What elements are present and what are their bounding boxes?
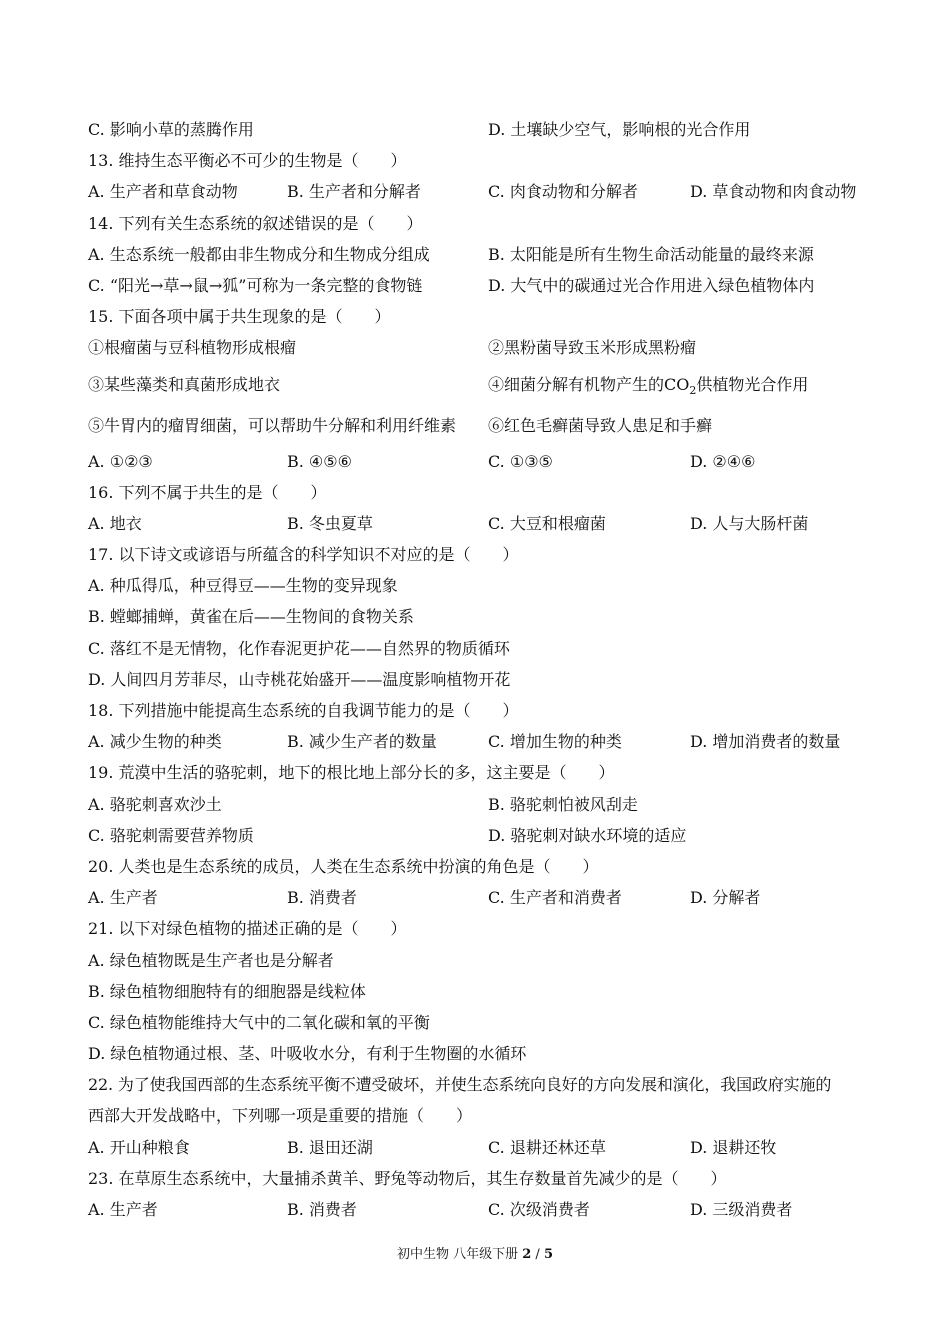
q20-option-a: A. 生产者 bbox=[88, 888, 158, 908]
q14-option-c: C. “阳光→草→鼠→狐”可称为一条完整的食物链 bbox=[88, 275, 423, 295]
q15-item-1: ①根瘤菌与豆科植物形成根瘤 bbox=[88, 338, 297, 358]
q14-options-cd bbox=[88, 270, 868, 301]
q22-option-d: D. 退耕还牧 bbox=[690, 1137, 777, 1157]
q21-option-c: C. 绿色植物能维持大气中的二氧化碳和氧的平衡 bbox=[88, 1012, 430, 1032]
q22-stem-line1: 22. 为了使我国西部的生态系统平衡不遭受破坏，并使生态系统向良好的方向发展和演化，我国政府实施的 bbox=[88, 1075, 832, 1095]
q20-option-b: B. 消费者 bbox=[287, 888, 357, 908]
q22-option-c: C. 退耕还林还草 bbox=[488, 1137, 606, 1157]
q16-option-b: B. 冬虫夏草 bbox=[287, 513, 373, 533]
q12-option-d: D. 土壤缺少空气，影响根的光合作用 bbox=[488, 120, 751, 139]
q21-option-a: A. 绿色植物既是生产者也是分解者 bbox=[88, 950, 334, 970]
q14-options-ab bbox=[88, 239, 868, 270]
q15-option-d: D. ②④⑥ bbox=[690, 451, 756, 471]
q15-stem: 15. 下面各项中属于共生现象的是（ ） bbox=[88, 307, 391, 327]
q22-options bbox=[88, 1132, 868, 1163]
q14-option-a: A. 生态系统一般都由非生物成分和生物成分组成 bbox=[88, 244, 430, 264]
q23-options bbox=[88, 1194, 868, 1225]
q21-stem: 21. 以下对绿色植物的描述正确的是（ ） bbox=[88, 919, 407, 939]
q19-options-ab bbox=[88, 789, 868, 820]
q18-option-c: C. 增加生物的种类 bbox=[488, 732, 622, 752]
q22-option-a: A. 开山种粮食 bbox=[88, 1137, 190, 1157]
q17-option-b: B. 螳螂捕蝉，黄雀在后——生物间的食物关系 bbox=[88, 607, 414, 627]
q19-option-a: A. 骆驼刺喜欢沙土 bbox=[88, 794, 222, 814]
q20-options bbox=[88, 882, 868, 913]
q19-options-cd bbox=[88, 820, 868, 851]
q20-option-d: D. 分解者 bbox=[690, 888, 761, 908]
footer-page-number: 2 bbox=[522, 1247, 532, 1262]
q23-option-c: C. 次级消费者 bbox=[488, 1200, 590, 1219]
q23-stem: 23. 在草原生态系统中，大量捕杀黄羊、野兔等动物后，其生存数量首先减少的是（ ） bbox=[88, 1168, 727, 1188]
q15-options bbox=[88, 446, 868, 477]
q17-stem: 17. 以下诗文或谚语与所蕴含的科学知识不对应的是（ ） bbox=[88, 545, 519, 565]
q19-option-d: D. 骆驼刺对缺水环境的适应 bbox=[488, 825, 687, 845]
q15-item-4: ④细菌分解有机物产生的$CO_2$供植物光合作用 bbox=[488, 374, 809, 397]
q15-items-12 bbox=[88, 332, 868, 363]
q21-option-d: D. 绿色植物通过根、茎、叶吸收水分，有利于生物圈的水循环 bbox=[88, 1044, 527, 1064]
q12-option-c: C. 影响小草的蒸腾作用 bbox=[88, 120, 254, 139]
q14-option-d: D. 大气中的碳通过光合作用进入绿色植物体内 bbox=[488, 275, 815, 295]
q19-stem: 19. 荒漠中生活的骆驼刺，地下的根比地上部分长的多，这主要是（ ） bbox=[88, 763, 615, 783]
q13-option-d: D. 草食动物和肉食动物 bbox=[690, 182, 857, 202]
q16-option-a: A. 地衣 bbox=[88, 513, 142, 533]
q15-option-b: B. ④⑤⑥ bbox=[287, 451, 352, 471]
q22-option-b: B. 退田还湖 bbox=[287, 1137, 373, 1157]
q18-options bbox=[88, 726, 868, 757]
q13-option-c: C. 肉食动物和分解者 bbox=[488, 182, 638, 202]
q20-stem: 20. 人类也是生态系统的成员，人类在生态系统中扮演的角色是（ ） bbox=[88, 856, 599, 876]
exam-page bbox=[88, 114, 868, 1225]
q14-stem: 14. 下列有关生态系统的叙述错误的是（ ） bbox=[88, 213, 423, 233]
q17-option-d: D. 人间四月芳菲尽，山寺桃花始盛开——温度影响植物开花 bbox=[88, 669, 511, 689]
q18-option-b: B. 减少生产者的数量 bbox=[287, 732, 437, 752]
q15-item-2: ②黑粉菌导致玉米形成黑粉瘤 bbox=[488, 338, 697, 358]
q13-stem: 13. 维持生态平衡必不可少的生物是（ ） bbox=[88, 151, 407, 171]
q17-option-c: C. 落红不是无情物，化作春泥更护花——自然界的物质循环 bbox=[88, 638, 510, 658]
q17-option-a: A. 种瓜得瓜，种豆得豆——生物的变异现象 bbox=[88, 576, 398, 596]
q20-option-c: C. 生产者和消费者 bbox=[488, 888, 622, 908]
q13-options bbox=[88, 176, 868, 207]
q15-item-3: ③某些藻类和真菌形成地衣 bbox=[88, 374, 281, 394]
page-footer bbox=[0, 1243, 950, 1262]
q15-item-6: ⑥红色毛癣菌导致人患足和手癣 bbox=[488, 415, 713, 435]
q14-option-b: B. 太阳能是所有生物生命活动能量的最终来源 bbox=[488, 244, 814, 264]
q18-stem: 18. 下列措施中能提高生态系统的自我调节能力的是（ ） bbox=[88, 701, 519, 720]
q13-option-a: A. 生产者和草食动物 bbox=[88, 182, 238, 202]
q22-stem-line2: 西部大开发战略中，下列哪一项是重要的措施（ ） bbox=[88, 1106, 473, 1126]
q23-option-a: A. 生产者 bbox=[88, 1200, 158, 1219]
footer-title: 初中生物 八年级下册 bbox=[396, 1247, 523, 1262]
q15-option-c: C. ①③⑤ bbox=[488, 451, 553, 471]
q19-option-b: B. 骆驼刺怕被风刮走 bbox=[488, 794, 638, 814]
q23-option-d: D. 三级消费者 bbox=[690, 1200, 793, 1219]
q15-option-a: A. ①②③ bbox=[88, 451, 153, 471]
q18-option-a: A. 减少生物的种类 bbox=[88, 732, 222, 752]
q15-items-34 bbox=[88, 364, 868, 405]
q16-option-c: C. 大豆和根瘤菌 bbox=[488, 513, 606, 533]
q16-option-d: D. 人与大肠杆菌 bbox=[690, 513, 809, 533]
q15-items-56 bbox=[88, 405, 868, 446]
q21-option-b: B. 绿色植物细胞特有的细胞器是线粒体 bbox=[88, 981, 366, 1001]
footer-separator: / bbox=[531, 1247, 544, 1262]
q13-option-b: B. 生产者和分解者 bbox=[287, 182, 421, 202]
q23-option-b: B. 消费者 bbox=[287, 1200, 357, 1219]
q16-options bbox=[88, 508, 868, 539]
q18-option-d: D. 增加消费者的数量 bbox=[690, 732, 841, 752]
q12-options-cd bbox=[88, 114, 868, 145]
q19-option-c: C. 骆驼刺需要营养物质 bbox=[88, 825, 254, 845]
q15-item-5: ⑤牛胃内的瘤胃细菌，可以帮助牛分解和利用纤维素 bbox=[88, 415, 457, 435]
q16-stem: 16. 下列不属于共生的是（ ） bbox=[88, 482, 327, 502]
footer-page-total: 5 bbox=[543, 1247, 553, 1262]
